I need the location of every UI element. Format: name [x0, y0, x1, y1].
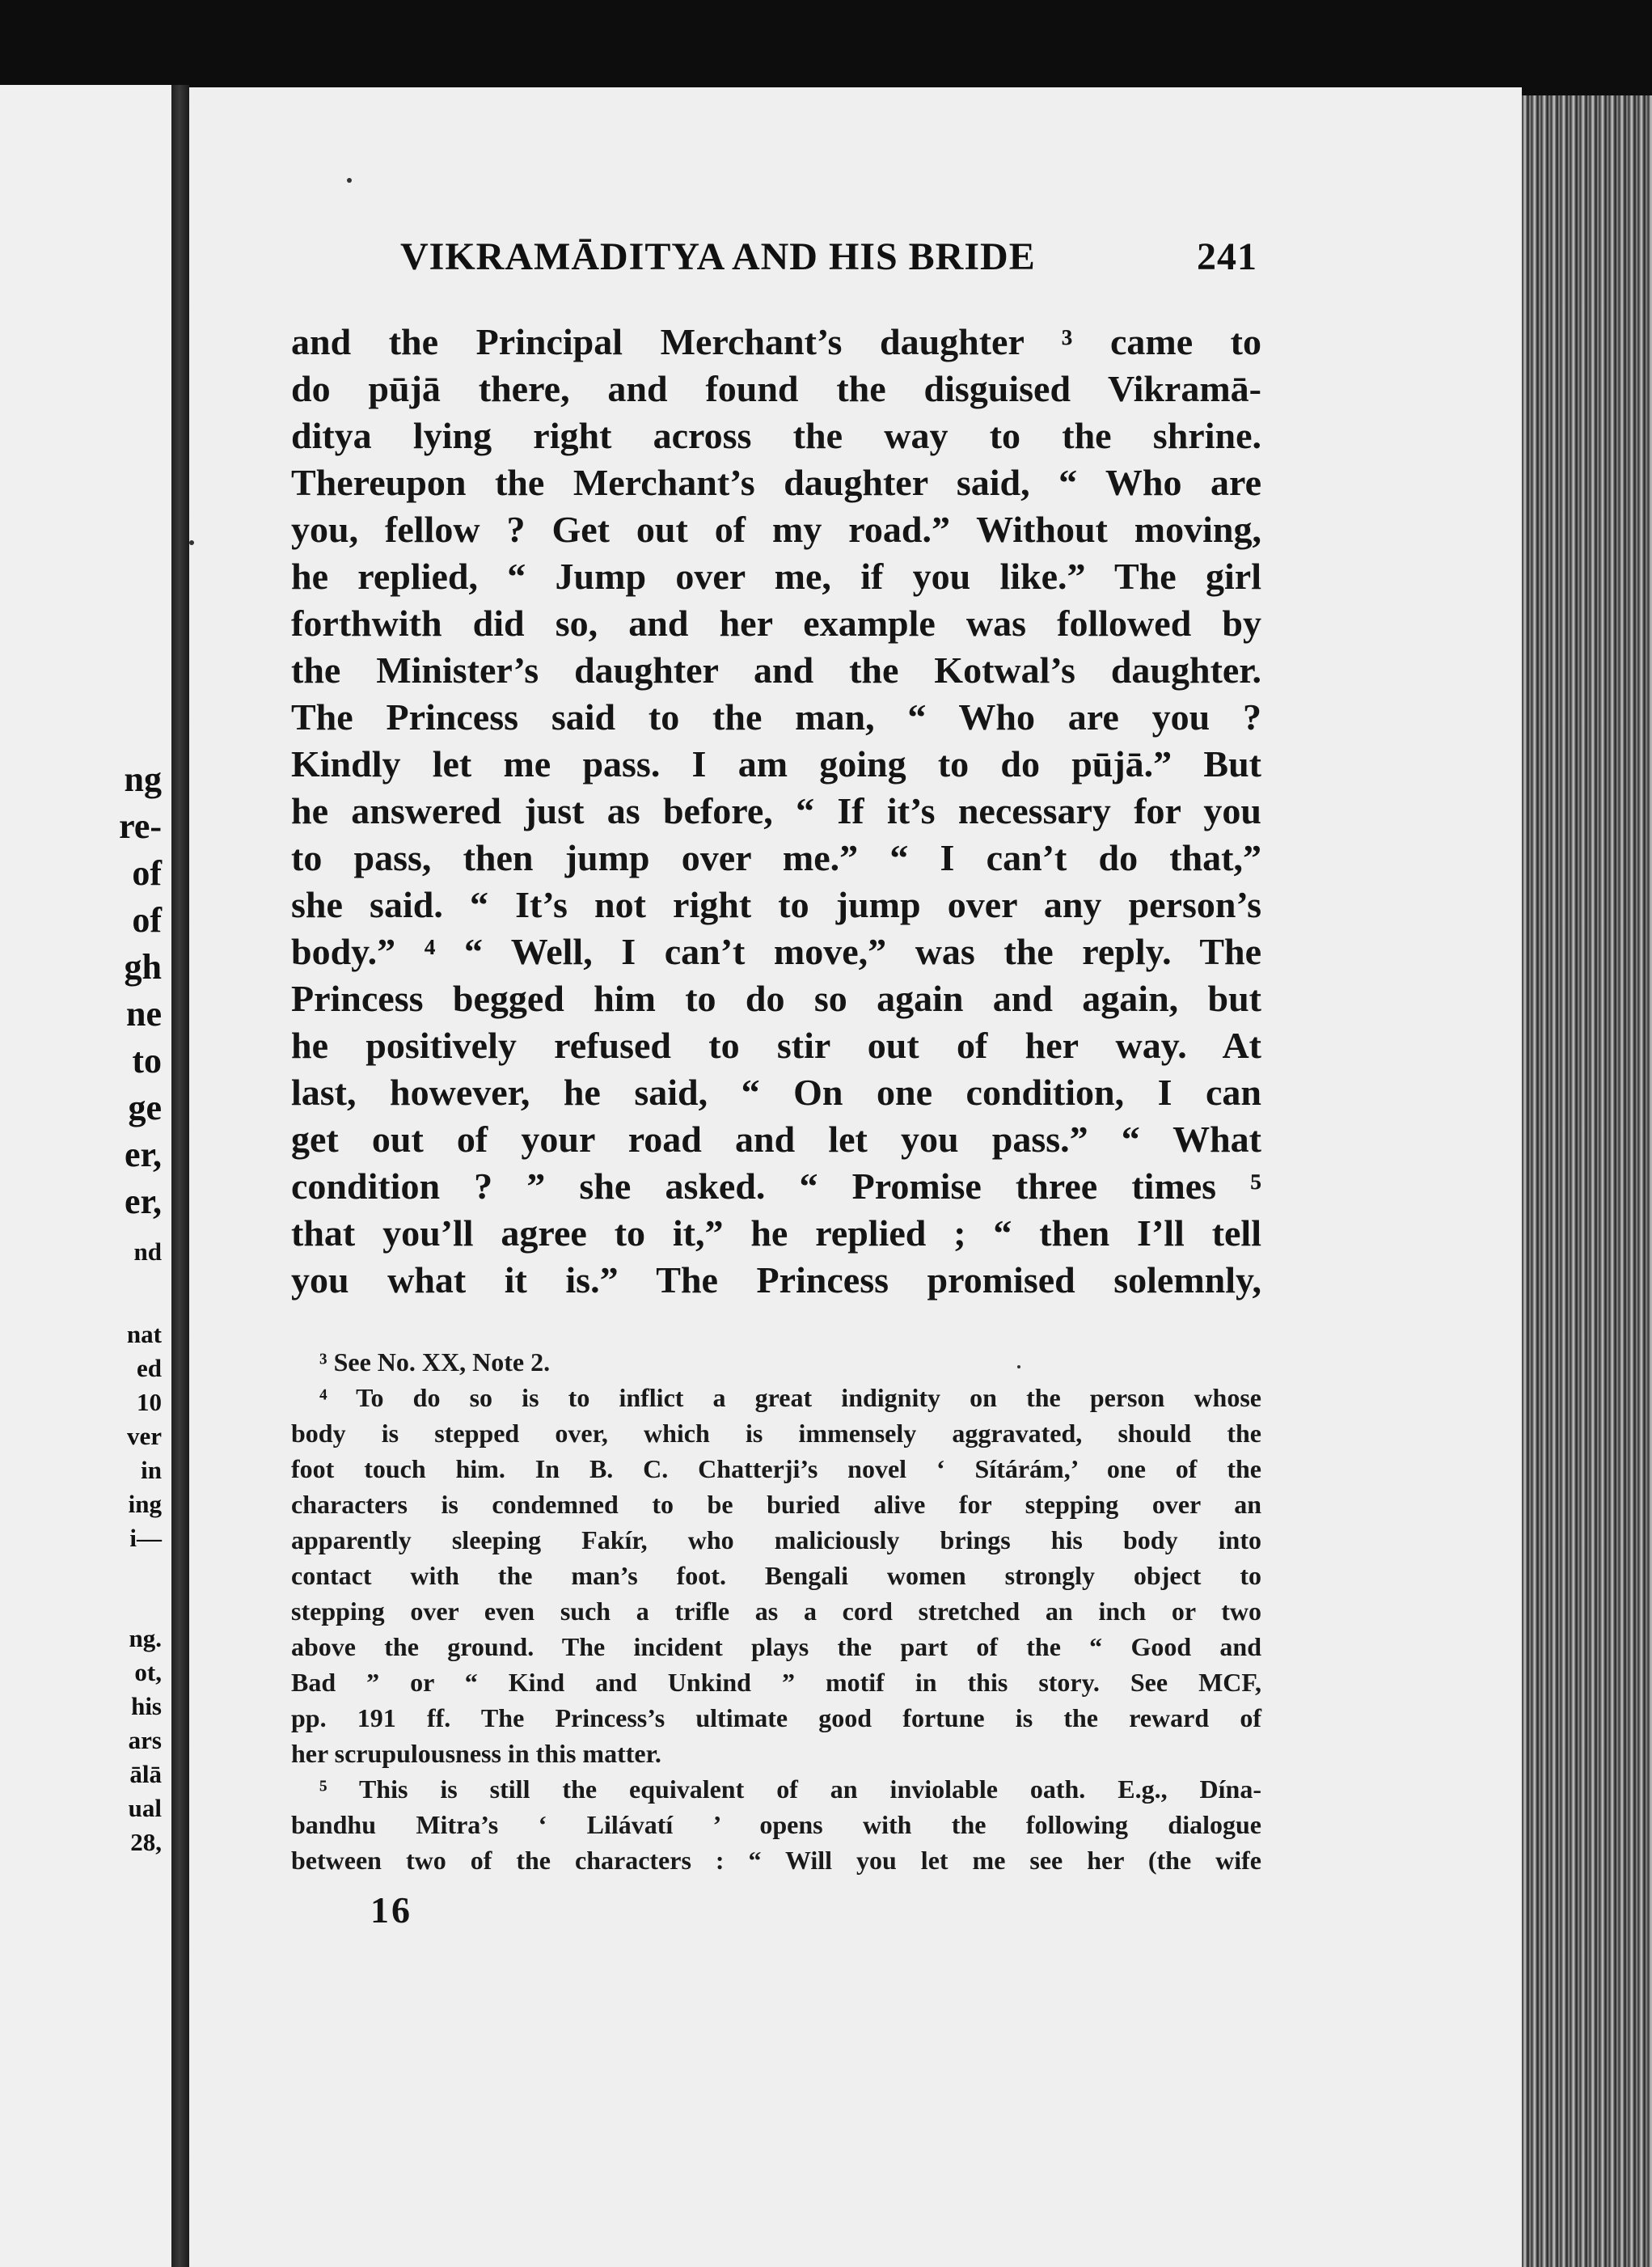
facing-page-fragment: ne [126, 994, 162, 1034]
facing-page-fragment: ge [128, 1088, 162, 1127]
ink-speck [189, 540, 194, 545]
body-line: Thereupon the Merchant’s daughter said, “ Who are [291, 462, 1261, 503]
body-line: to pass, then jump over me.” “ I can’t do that,” [291, 837, 1261, 878]
facing-page-fragment: ed [137, 1354, 162, 1382]
signature-mark: 16 [370, 1889, 412, 1931]
body-line: you, fellow ? Get out of my road.” Without moving, [291, 509, 1261, 550]
footnote-line: contact with the man’s foot. Bengali women strongly object to [291, 1561, 1261, 1590]
facing-page-fragment: ual [128, 1794, 162, 1822]
facing-page-fragment: of [132, 900, 162, 940]
facing-page-fragment: nd [133, 1237, 162, 1266]
body-line: body.” ⁴ “ Well, I can’t move,” was the reply. The [291, 931, 1261, 972]
facing-page-fragment: of [132, 853, 162, 893]
body-line: and the Principal Merchant’s daughter ³ came to [291, 321, 1261, 362]
footnote-line: characters is condemned to be buried alive for stepping over an [291, 1490, 1261, 1519]
page-number: 241 [1197, 235, 1257, 278]
chapter-title: VIKRAMĀDITYA AND HIS BRIDE [400, 235, 1036, 278]
facing-page-fragment: i— [129, 1524, 162, 1552]
footnote-line: apparently sleeping Fakír, who maliciously brings his body into [291, 1525, 1261, 1554]
facing-page-fragment: 28, [130, 1828, 162, 1856]
footnote-line: bandhu Mitra’s ‘ Lilávatí ’ opens with the following dialogue [291, 1810, 1261, 1839]
footnote-line: her scrupulousness in this matter. [291, 1739, 661, 1768]
body-line: ditya lying right across the way to the shrine. [291, 415, 1261, 456]
body-line: do pūjā there, and found the disguised Vikramā- [291, 368, 1261, 409]
ink-speck [347, 178, 352, 183]
facing-page-fragment: his [131, 1692, 162, 1720]
footnote-line: between two of the characters : “ Will you let me see her (the wife [291, 1846, 1261, 1875]
facing-page-fragment: ng [124, 759, 162, 799]
facing-page-fragment: nat [126, 1320, 162, 1348]
body-line: condition ? ” she asked. “ Promise three times ⁵ [291, 1165, 1261, 1207]
facing-page-fragment: to [132, 1041, 162, 1081]
body-line: he replied, “ Jump over me, if you like.” The girl [291, 556, 1261, 597]
footnote-line: foot touch him. In B. C. Chatterji’s novel ‘ Sítárám,’ one of the [291, 1454, 1261, 1483]
footnote-line: stepping over even such a trifle as a cord stretched an inch or two [291, 1597, 1261, 1626]
body-line: she said. “ It’s not right to jump over any person’s [291, 884, 1261, 925]
footnote-line: ⁴ To do so is to inflict a great indignity on the person whose [319, 1383, 1261, 1412]
body-line: Princess begged him to do so again and again, but [291, 978, 1261, 1019]
facing-page-fragment: 10 [137, 1388, 162, 1416]
facing-page-fragment: er, [124, 1182, 162, 1221]
footnote-line: ⁵ This is still the equivalent of an inviolable oath. E.g., Dína- [319, 1774, 1261, 1804]
body-line: he positively refused to stir out of her way. At [291, 1025, 1261, 1066]
body-line: you what it is.” The Princess promised solemnly, [291, 1259, 1261, 1301]
facing-page-fragment: gh [124, 947, 162, 987]
footnote-line: Bad ” or “ Kind and Unkind ” motif in this story. See MCF, [291, 1668, 1261, 1697]
facing-page-fragment: ing [128, 1490, 162, 1518]
facing-page-fragment: ot, [134, 1658, 162, 1686]
body-line: that you’ll agree to it,” he replied ; “ then I’ll tell [291, 1212, 1261, 1254]
facing-page [0, 85, 171, 2267]
footnote-line: pp. 191 ff. The Princess’s ultimate good fortune is the reward of [291, 1703, 1261, 1732]
footnote-line: ³ See No. XX, Note 2. [319, 1347, 551, 1377]
facing-page-fragment: ālā [129, 1760, 162, 1788]
ink-speck [1017, 1365, 1020, 1368]
facing-page-fragment: re- [119, 806, 162, 846]
body-line: he answered just as before, “ If it’s necessary for you [291, 790, 1261, 831]
body-line: the Minister’s daughter and the Kotwal’s daughter. [291, 649, 1261, 691]
body-line: Kindly let me pass. I am going to do pūjā.” But [291, 743, 1261, 785]
body-line: last, however, he said, “ On one condition, I can [291, 1072, 1261, 1113]
footnote-line: above the ground. The incident plays the part of the “ Good and [291, 1632, 1261, 1661]
facing-page-fragment: ver [126, 1422, 162, 1450]
facing-page-fragment: ng. [129, 1624, 162, 1652]
facing-page-fragment: in [141, 1456, 162, 1484]
body-line: The Princess said to the man, “ Who are you ? [291, 696, 1261, 738]
body-line: get out of your road and let you pass.” “ What [291, 1119, 1261, 1160]
facing-page-fragment: er, [124, 1135, 162, 1174]
page-edges [1522, 95, 1652, 2267]
book-gutter [171, 85, 189, 2267]
footnote-line: body is stepped over, which is immensely aggravated, should the [291, 1419, 1261, 1448]
body-line: forthwith did so, and her example was followed by [291, 603, 1261, 644]
facing-page-fragment: ars [128, 1726, 162, 1754]
